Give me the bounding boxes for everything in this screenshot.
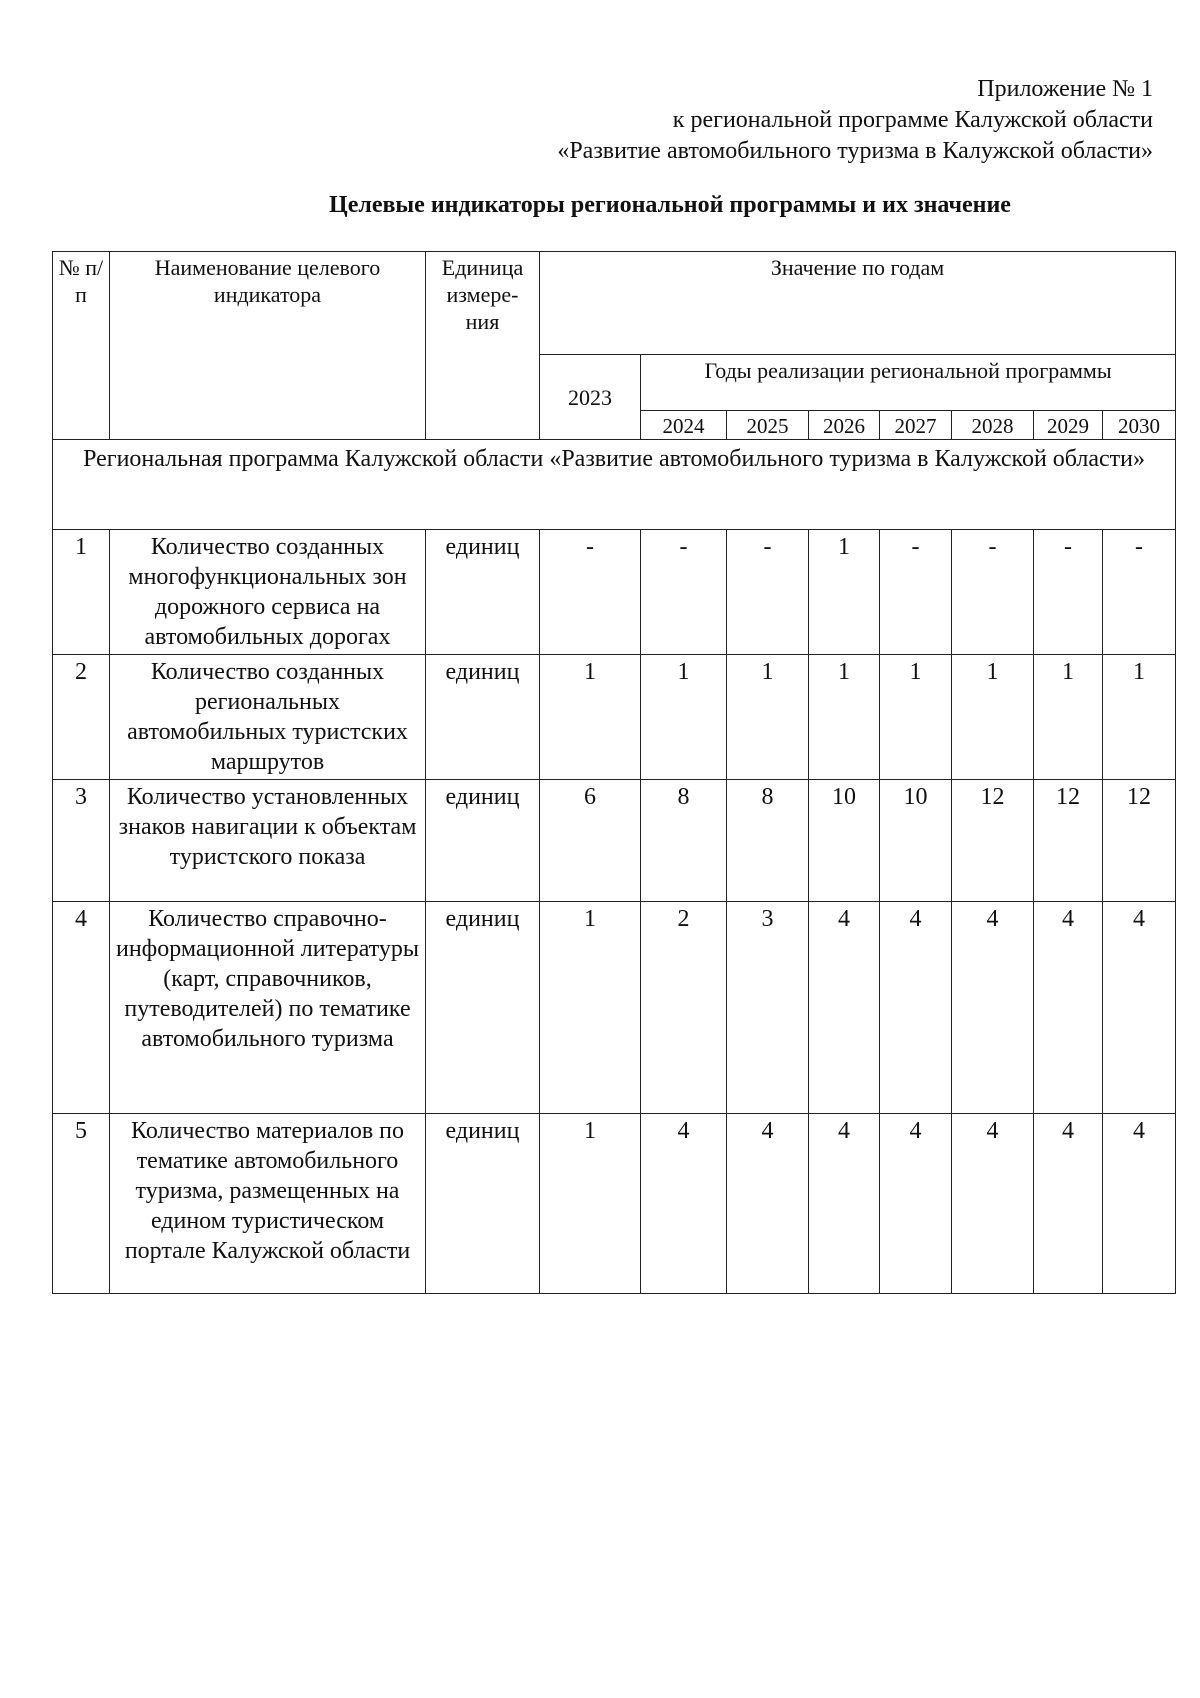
document-title: Целевые индикаторы региональной программы и их значение xyxy=(329,192,1011,218)
header-year: 2025 xyxy=(727,411,809,440)
row-value: - xyxy=(540,530,641,655)
row-name: Количество материалов по тематике автомобильного туризма, размещенных на едином туристическом портале Калужской области xyxy=(110,1114,426,1294)
row-value: 4 xyxy=(809,902,880,1114)
row-value: 6 xyxy=(540,780,641,902)
row-unit: единиц xyxy=(426,780,540,902)
header-year: 2029 xyxy=(1034,411,1103,440)
section-title: Региональная программа Калужской области «Развитие автомобильного туризма в Калужской области» xyxy=(53,440,1176,530)
row-num: 3 xyxy=(53,780,110,902)
row-value: 1 xyxy=(1103,655,1176,780)
header-year: 2028 xyxy=(952,411,1034,440)
header-name: Наименование целевого индикатора xyxy=(110,252,426,440)
row-value: 4 xyxy=(952,902,1034,1114)
header-year: 2026 xyxy=(809,411,880,440)
row-value: 4 xyxy=(1034,902,1103,1114)
row-name: Количество справочно-информационной литературы (карт, справочников, путеводителей) по тематике автомобильного туризма xyxy=(110,902,426,1114)
row-value: 10 xyxy=(809,780,880,902)
row-value: 4 xyxy=(641,1114,727,1294)
appendix-line-3: «Развитие автомобильного туризма в Калужской области» xyxy=(557,138,1153,164)
row-value: - xyxy=(1034,530,1103,655)
row-value: 1 xyxy=(540,1114,641,1294)
appendix-line-1: Приложение № 1 xyxy=(977,76,1153,102)
row-unit: единиц xyxy=(426,902,540,1114)
header-num: № п/п xyxy=(53,252,110,440)
row-value: 4 xyxy=(1103,902,1176,1114)
table-row xyxy=(53,655,1176,780)
row-unit: единиц xyxy=(426,530,540,655)
row-name: Количество созданных многофункциональных зон дорожного сервиса на автомобильных дорогах xyxy=(110,530,426,655)
header-program-years: Годы реализации региональной программы xyxy=(641,355,1176,411)
row-value: 10 xyxy=(880,780,952,902)
row-value: 12 xyxy=(1034,780,1103,902)
appendix-line-2: к региональной программе Калужской области xyxy=(672,107,1153,133)
row-value: - xyxy=(952,530,1034,655)
row-value: 1 xyxy=(1034,655,1103,780)
row-value: 3 xyxy=(727,902,809,1114)
header-year: 2024 xyxy=(641,411,727,440)
row-num: 2 xyxy=(53,655,110,780)
row-value: 4 xyxy=(880,902,952,1114)
header-year: 2030 xyxy=(1103,411,1176,440)
row-value: 1 xyxy=(809,655,880,780)
table-row xyxy=(53,780,1176,902)
row-value: - xyxy=(880,530,952,655)
header-values-by-year: Значение по годам xyxy=(540,252,1176,355)
row-name: Количество установленных знаков навигации к объектам туристского показа xyxy=(110,780,426,902)
row-value: - xyxy=(1103,530,1176,655)
row-value: 8 xyxy=(727,780,809,902)
row-value: 1 xyxy=(809,530,880,655)
row-value: 2 xyxy=(641,902,727,1114)
row-value: - xyxy=(641,530,727,655)
appendix-note xyxy=(353,74,1153,167)
table-row xyxy=(53,1114,1176,1294)
row-value: 4 xyxy=(727,1114,809,1294)
row-value: 12 xyxy=(1103,780,1176,902)
row-unit: единиц xyxy=(426,655,540,780)
row-value: 8 xyxy=(641,780,727,902)
row-value: 4 xyxy=(1034,1114,1103,1294)
row-value: 4 xyxy=(952,1114,1034,1294)
row-value: 1 xyxy=(540,902,641,1114)
header-base-year: 2023 xyxy=(540,355,641,440)
header-unit: Единица измере-ния xyxy=(426,252,540,440)
row-value: 4 xyxy=(880,1114,952,1294)
row-value: 12 xyxy=(952,780,1034,902)
row-value: 4 xyxy=(809,1114,880,1294)
indicators-table xyxy=(52,251,1176,1294)
row-value: 1 xyxy=(641,655,727,780)
row-num: 5 xyxy=(53,1114,110,1294)
header-year: 2027 xyxy=(880,411,952,440)
table-row xyxy=(53,902,1176,1114)
row-value: 1 xyxy=(727,655,809,780)
row-value: 1 xyxy=(540,655,641,780)
row-unit: единиц xyxy=(426,1114,540,1294)
row-value: - xyxy=(727,530,809,655)
row-value: 1 xyxy=(880,655,952,780)
row-name: Количество созданных региональных автомобильных туристских маршрутов xyxy=(110,655,426,780)
row-value: 1 xyxy=(952,655,1034,780)
row-num: 1 xyxy=(53,530,110,655)
row-value: 4 xyxy=(1103,1114,1176,1294)
row-num: 4 xyxy=(53,902,110,1114)
table-row xyxy=(53,530,1176,655)
